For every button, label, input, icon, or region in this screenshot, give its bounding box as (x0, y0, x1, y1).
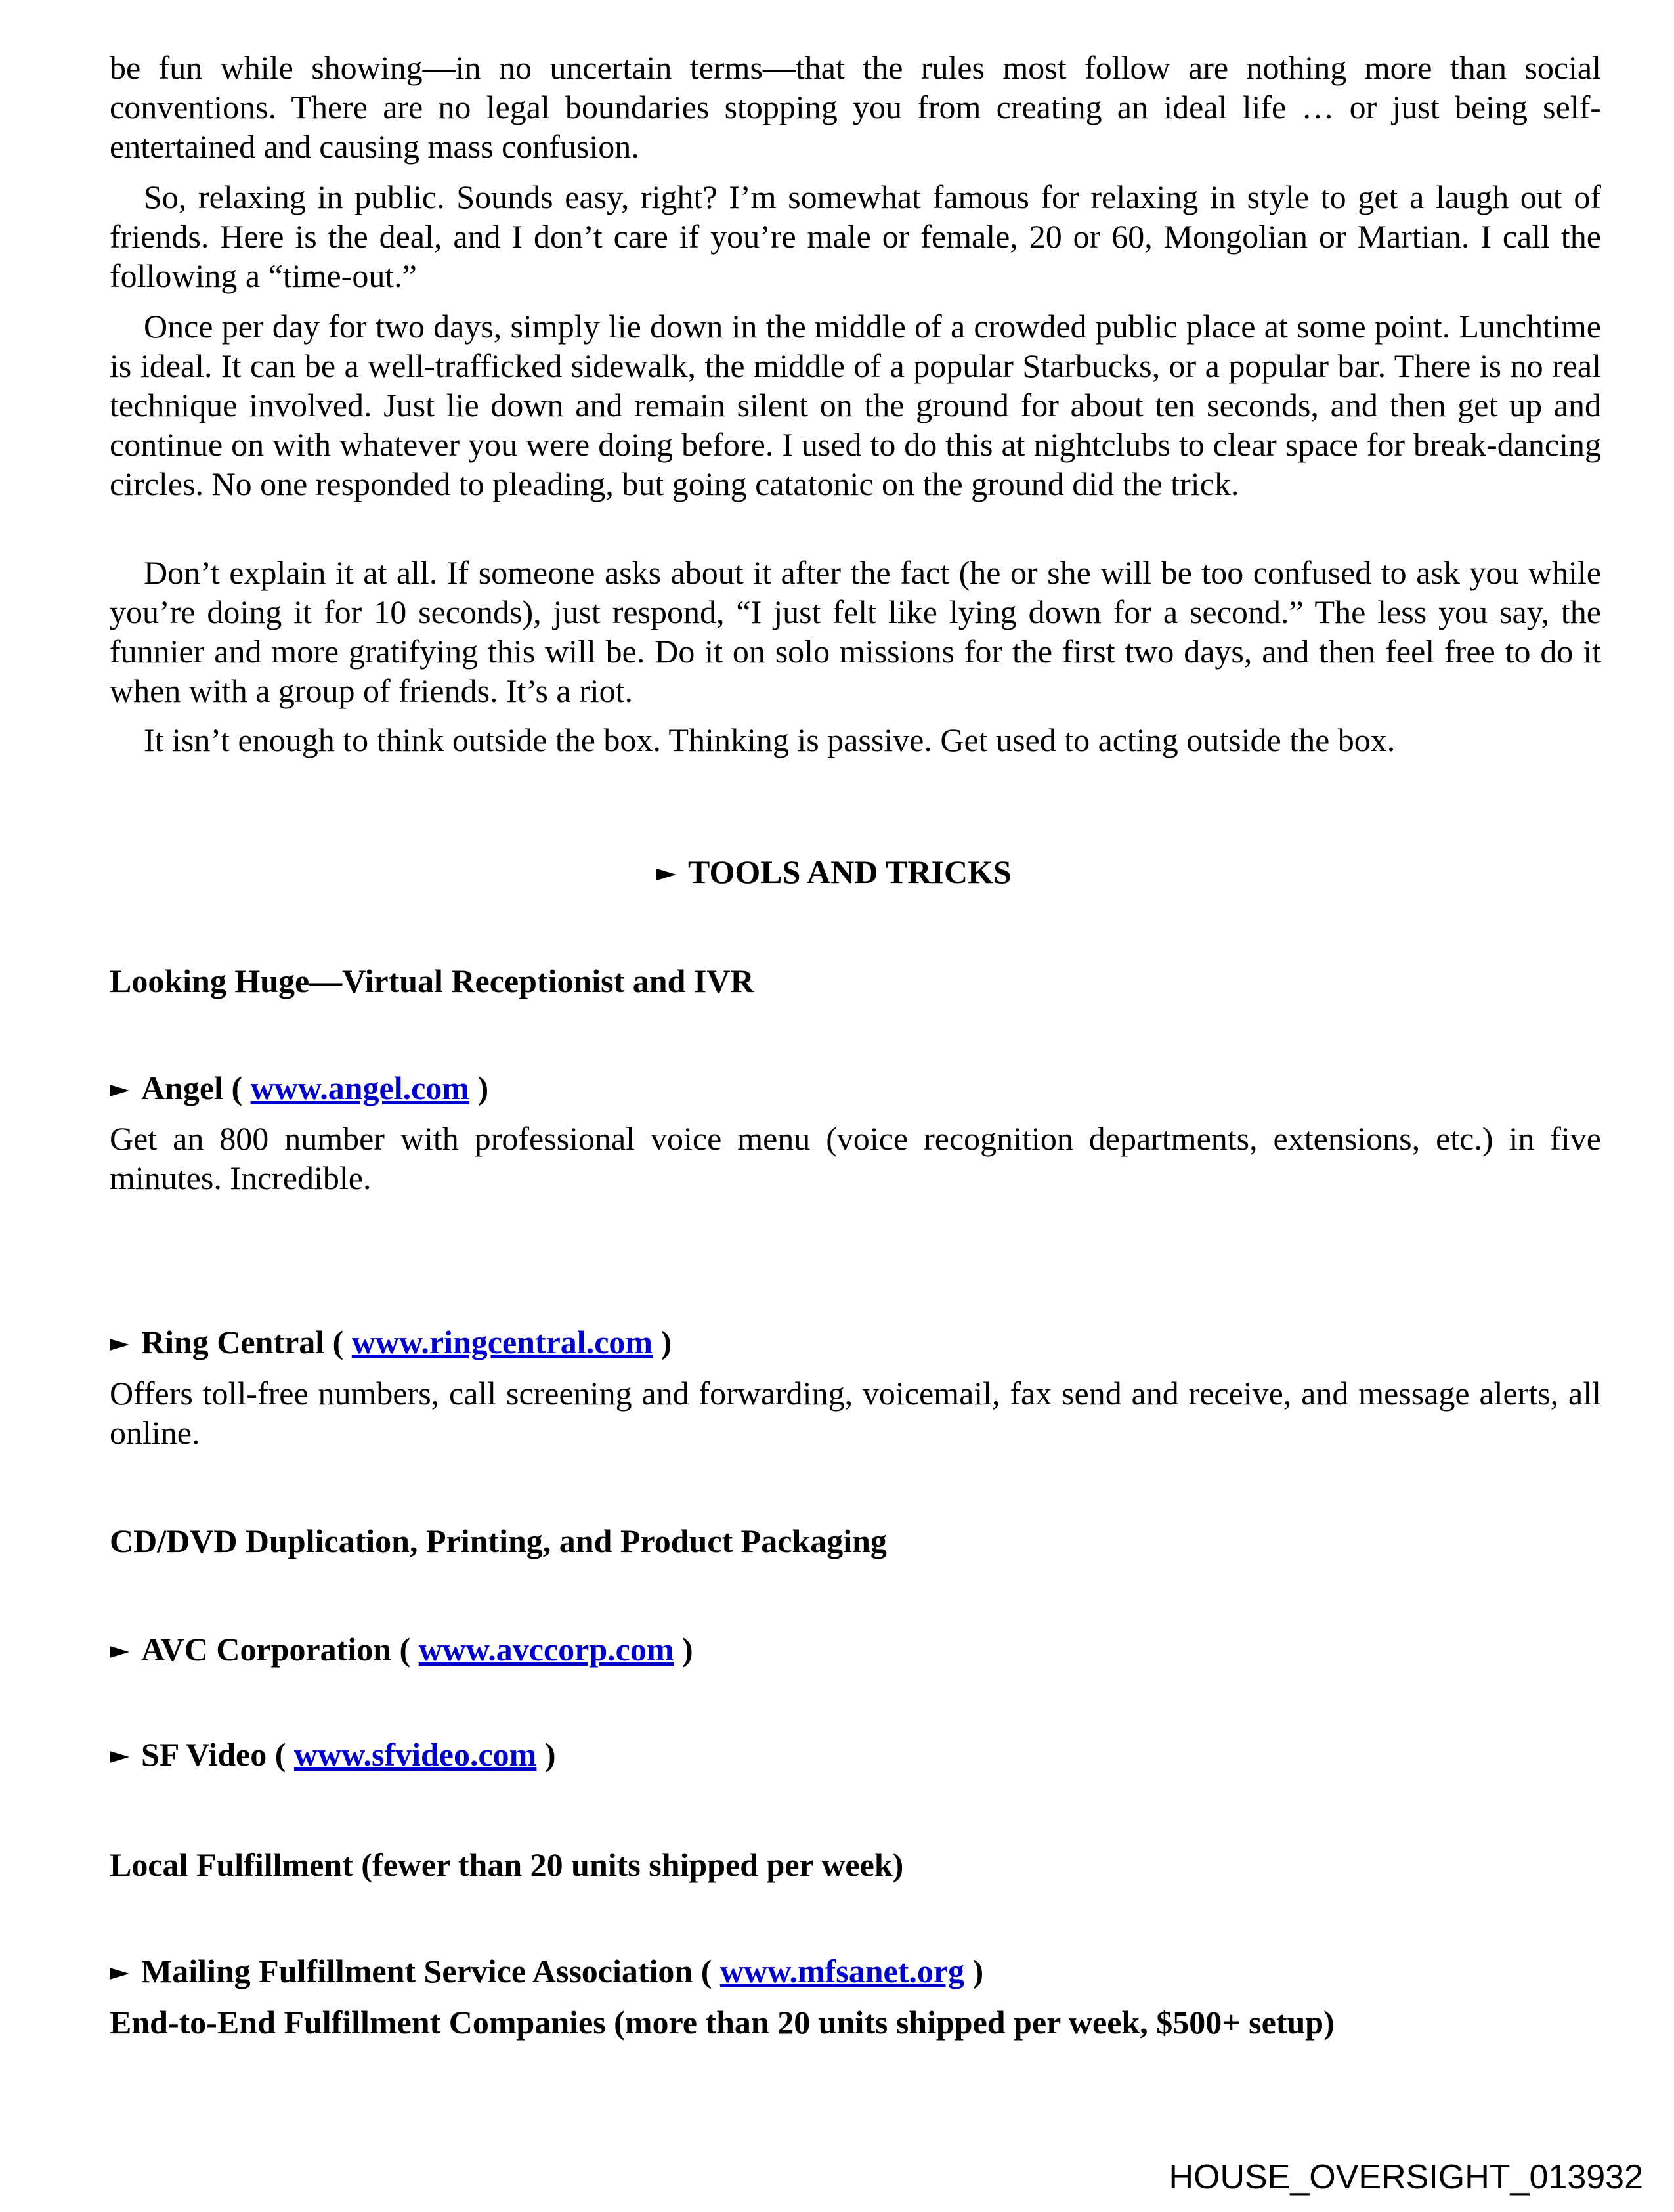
entry-sfvideo: SF Video ( www.sfvideo.com ) (110, 1735, 1601, 1774)
arrow-bullet-icon (656, 869, 676, 880)
paragraph: It isn’t enough to think outside the box. Thinking is passive. Get used to acting outside the box. (144, 722, 1396, 758)
entry-name: AVC Corporation (141, 1631, 392, 1668)
entry-name: Ring Central (141, 1324, 325, 1360)
arrow-bullet-icon (110, 1085, 129, 1096)
mfsanet-link[interactable]: www.mfsanet.org (719, 1953, 965, 1989)
arrow-bullet-icon (110, 1968, 129, 1980)
entry-description: Get an 800 number with professional voice menu (voice recognition departments, extensions, etc.) in five minutes. Incredible. (110, 1120, 1601, 1196)
section-title-text: TOOLS AND TRICKS (688, 854, 1012, 890)
sfvideo-link[interactable]: www.sfvideo.com (293, 1736, 537, 1773)
section-title (656, 852, 1012, 892)
entry-name: Angel (141, 1070, 223, 1106)
entry-description: Offers toll-free numbers, call screening and forwarding, voicemail, fax send and receive, and message alerts, all online. (110, 1375, 1601, 1451)
arrow-bullet-icon (110, 1646, 129, 1658)
entry-mfsa: Mailing Fulfillment Service Association ( www.mfsanet.org ) (110, 1951, 1601, 1991)
entry-name: Mailing Fulfillment Service Association (141, 1953, 693, 1989)
entry-angel: Angel ( www.angel.com ) (110, 1068, 1601, 1108)
entry-ringcentral: Ring Central ( www.ringcentral.com ) (110, 1322, 1601, 1362)
entry-avc: AVC Corporation ( www.avccorp.com ) (110, 1630, 1601, 1669)
paragraph: be fun while showing—in no uncertain terms—that the rules most follow are nothing more than social conventions. There are no legal boundaries stopping you from creating an ideal life … or just being self-entertained and causing mass confusion. (110, 49, 1601, 165)
paragraph: Don’t explain it at all. If someone asks about it after the fact (he or she will be too confused to ask you while you’re doing it for 10 seconds), just respond, “I just felt like lying down for a second.” The less you say, the funnier and more gratifying this will be. Do it on solo missions for the first two days, and then feel free to do it when with a group of friends. It’s a riot. (110, 554, 1601, 709)
ringcentral-link[interactable]: www.ringcentral.com (351, 1324, 653, 1360)
arrow-bullet-icon (110, 1751, 129, 1763)
subheading: Looking Huge—Virtual Receptionist and IVR (110, 963, 754, 999)
angel-link[interactable]: www.angel.com (250, 1070, 469, 1106)
subheading: CD/DVD Duplication, Printing, and Product Packaging (110, 1523, 887, 1559)
avccorp-link[interactable]: www.avccorp.com (418, 1631, 674, 1668)
entry-name: SF Video (141, 1736, 267, 1773)
subheading: End-to-End Fulfillment Companies (more than 20 units shipped per week, $500+ setup) (110, 2004, 1335, 2041)
paragraph: So, relaxing in public. Sounds easy, right? I’m somewhat famous for relaxing in style to get a laugh out of friends. Here is the deal, and I don’t care if you’re male or female, 20 or 60, Mongolian or Martian. I call the following a “time-out.” (110, 179, 1601, 294)
arrow-bullet-icon (110, 1339, 129, 1351)
paragraph: Once per day for two days, simply lie down in the middle of a crowded public place at some point. Lunchtime is ideal. It can be a well-trafficked sidewalk, the middle of a popular Starbucks, or a popular bar. There is no real technique involved. Just lie down and remain silent on the ground for about ten seconds, and then get up and continue on with whatever you were doing before. I used to do this at nightclubs to clear space for break-dancing circles. No one responded to pleading, but going catatonic on the ground did the trick. (110, 308, 1601, 502)
bates-number: HOUSE_OVERSIGHT_013932 (1169, 2158, 1643, 2196)
subheading: Local Fulfillment (fewer than 20 units shipped per week) (110, 1846, 904, 1883)
